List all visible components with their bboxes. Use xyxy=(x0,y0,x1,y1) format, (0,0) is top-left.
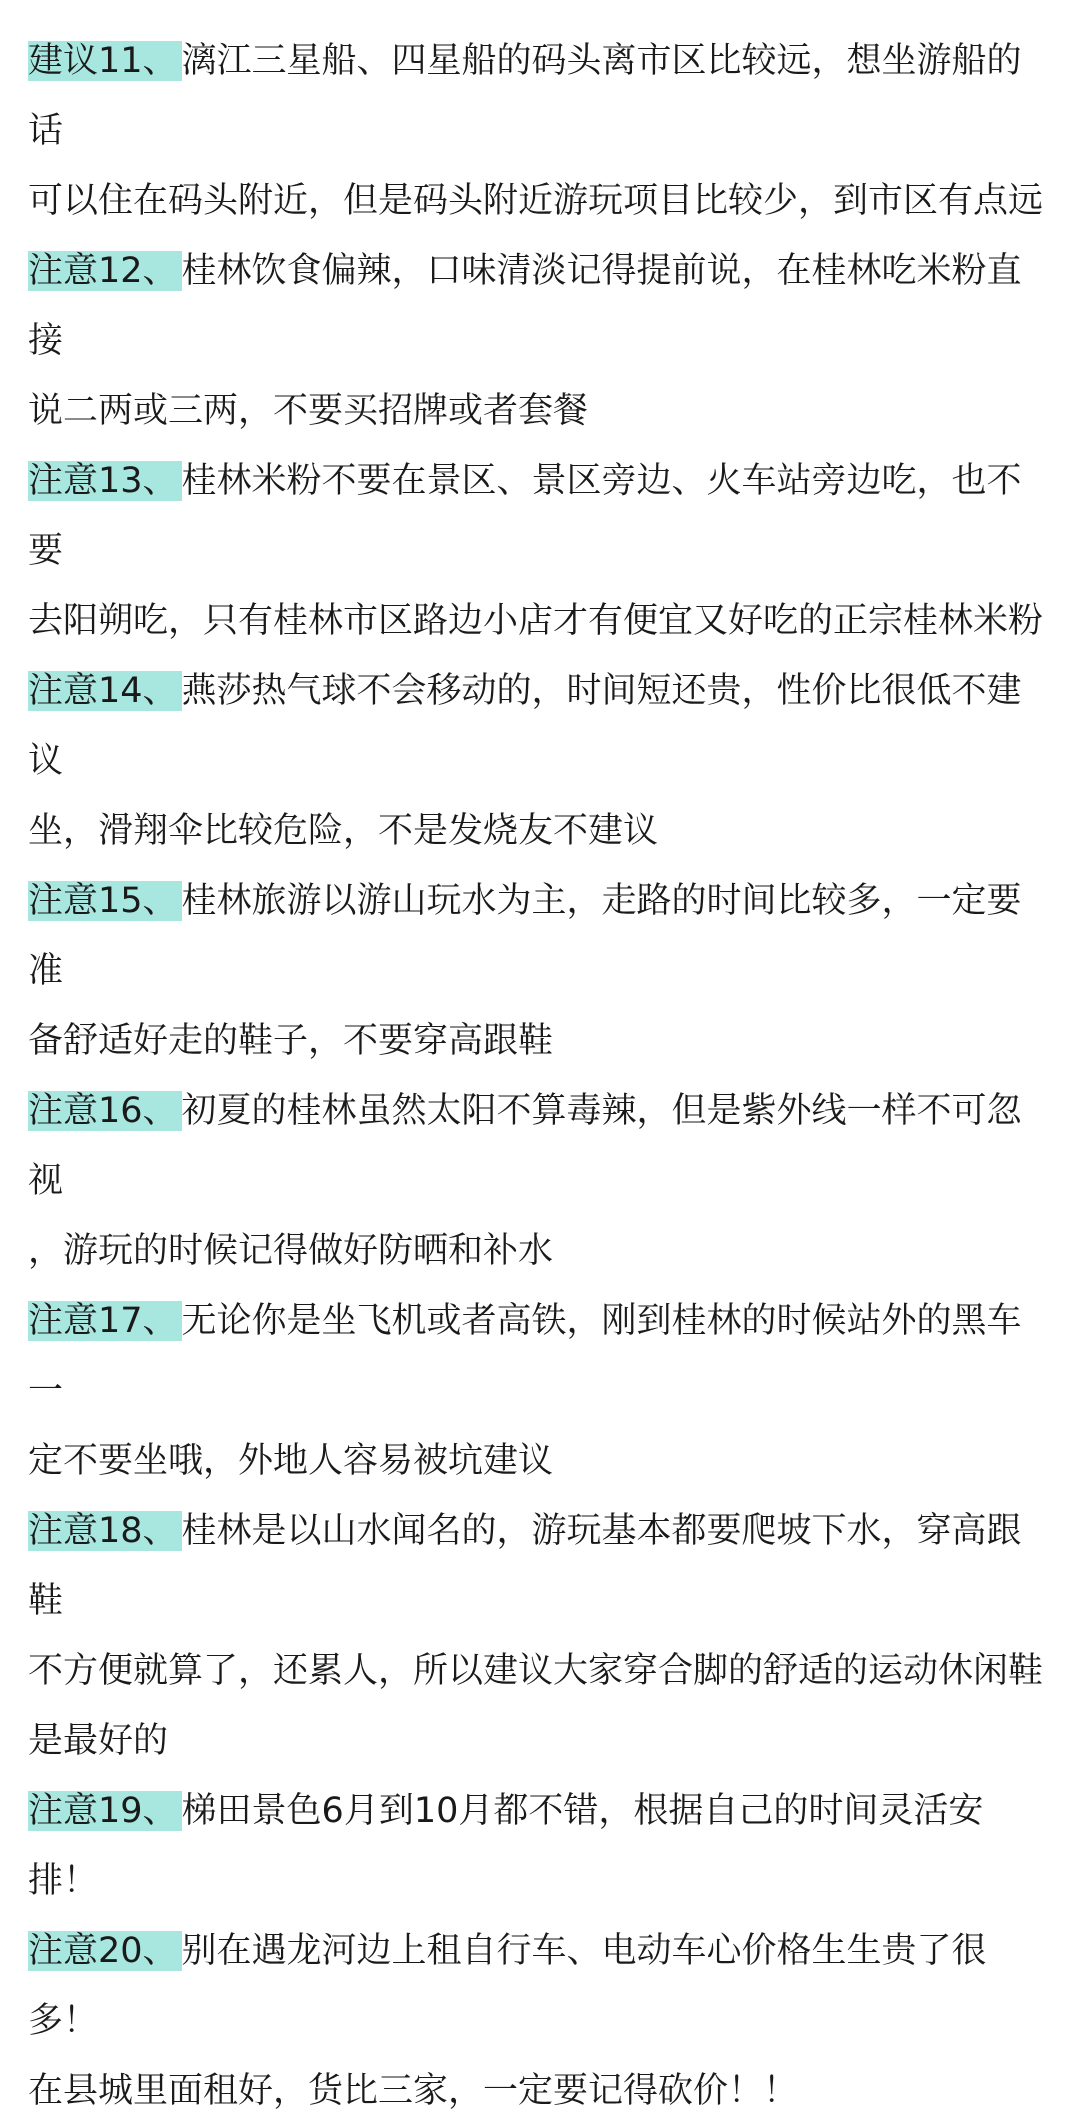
tip-text: 燕莎热气球不会移动的，时间短还贵，性价比很低不建议 xyxy=(28,671,1022,781)
tip-label: 建议11、 xyxy=(28,41,182,81)
tip-item xyxy=(28,1496,1052,1776)
tip-text: 在县城里面租好，货比三家，一定要记得砍价！！ xyxy=(28,2071,799,2111)
tip-text: 坐，滑翔伞比较危险，不是发烧友不建议 xyxy=(28,811,659,851)
tip-item xyxy=(28,1776,1052,1916)
tip-text: 定不要坐哦，外地人容易被坑建议 xyxy=(28,1441,554,1481)
tip-item xyxy=(28,1076,1052,1286)
tip-label: 注意20、 xyxy=(28,1931,182,1971)
tip-label: 注意18、 xyxy=(28,1511,182,1551)
tip-first-line xyxy=(28,26,1052,166)
tip-label: 注意12、 xyxy=(28,251,182,291)
tip-first-line xyxy=(28,446,1052,586)
tip-first-line xyxy=(28,866,1052,1006)
tip-text: 桂林是以山水闻名的，游玩基本都要爬坡下水，穿高跟鞋 xyxy=(28,1511,1022,1621)
tip-text: 去阳朔吃，只有桂林市区路边小店才有便宜又好吃的正宗桂林米粉 xyxy=(28,601,1044,641)
tip-first-line xyxy=(28,656,1052,796)
tip-label: 注意16、 xyxy=(28,1091,182,1131)
tip-item xyxy=(28,236,1052,446)
tip-continuation-line xyxy=(28,796,1052,866)
tip-first-line xyxy=(28,1076,1052,1216)
tip-text: 不方便就算了，还累人，所以建议大家穿合脚的舒适的运动休闲鞋 xyxy=(28,1651,1044,1691)
tip-continuation-line xyxy=(28,2056,1052,2126)
tip-item xyxy=(28,1286,1052,1496)
tip-text: 梯田景色6月到10月都不错，根据自己的时间灵活安排！ xyxy=(28,1791,984,1901)
tip-text: 是最好的 xyxy=(28,1721,169,1761)
tip-continuation-line xyxy=(28,166,1052,236)
tip-continuation-line xyxy=(28,1706,1052,1776)
tip-label: 注意15、 xyxy=(28,881,182,921)
tip-label: 注意19、 xyxy=(28,1791,182,1831)
tip-text: 漓江三星船、四星船的码头离市区比较远，想坐游船的话 xyxy=(28,41,1022,151)
tip-continuation-line xyxy=(28,586,1052,656)
tip-first-line xyxy=(28,1496,1052,1636)
tip-text: 可以住在码头附近，但是码头附近游玩项目比较少，到市区有点远 xyxy=(28,181,1044,221)
tip-continuation-line xyxy=(28,1426,1052,1496)
tip-label: 注意17、 xyxy=(28,1301,182,1341)
tip-continuation-line xyxy=(28,1636,1052,1706)
tip-text: 说二两或三两，不要买招牌或者套餐 xyxy=(28,391,589,431)
tip-item xyxy=(28,656,1052,866)
tip-label: 注意14、 xyxy=(28,671,182,711)
tip-text: 无论你是坐飞机或者高铁，刚到桂林的时候站外的黑车一 xyxy=(28,1301,1022,1411)
tip-first-line xyxy=(28,236,1052,376)
tip-first-line xyxy=(28,1916,1052,2056)
tip-text: 桂林米粉不要在景区、景区旁边、火车站旁边吃，也不要 xyxy=(28,461,1022,571)
tip-text: 初夏的桂林虽然太阳不算毒辣，但是紫外线一样不可忽视 xyxy=(28,1091,1022,1201)
tip-item xyxy=(28,1916,1052,2126)
tip-first-line xyxy=(28,1286,1052,1426)
tip-item xyxy=(28,866,1052,1076)
tip-first-line xyxy=(28,1776,1052,1916)
tip-continuation-line xyxy=(28,376,1052,446)
tip-continuation-line xyxy=(28,1006,1052,1076)
tip-text: 桂林旅游以游山玩水为主，走路的时间比较多，一定要准 xyxy=(28,881,1022,991)
tip-text: ，游玩的时候记得做好防晒和补水 xyxy=(28,1231,554,1271)
tip-continuation-line xyxy=(28,1216,1052,1286)
tip-item xyxy=(28,446,1052,656)
tip-text: 备舒适好走的鞋子，不要穿高跟鞋 xyxy=(28,1021,554,1061)
tip-text: 别在遇龙河边上租自行车、电动车心价格生生贵了很多！ xyxy=(28,1931,987,2041)
tip-label: 注意13、 xyxy=(28,461,182,501)
tip-item xyxy=(28,26,1052,236)
tip-text: 桂林饮食偏辣，口味清淡记得提前说，在桂林吃米粉直接 xyxy=(28,251,1022,361)
